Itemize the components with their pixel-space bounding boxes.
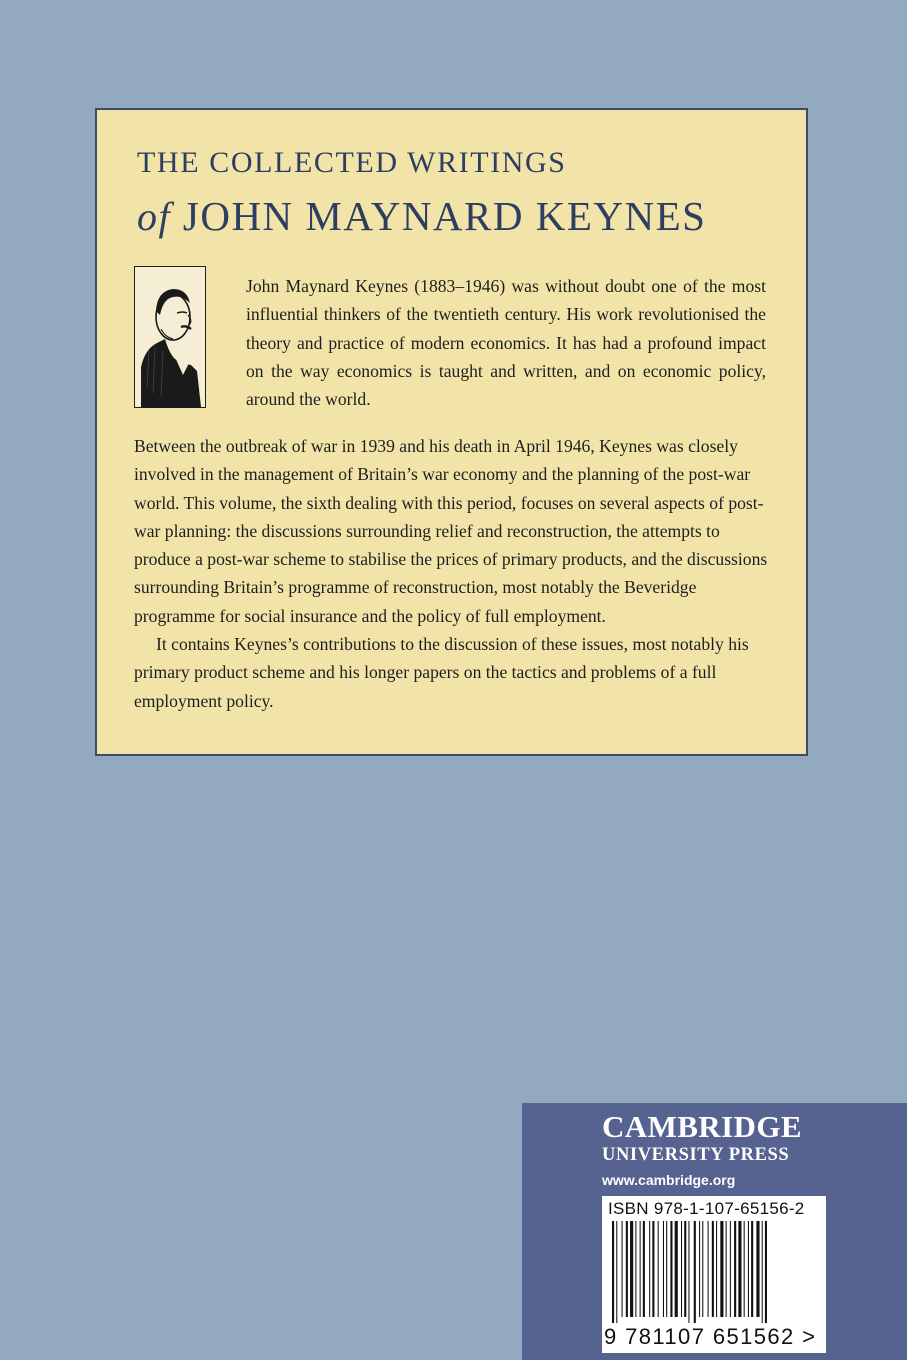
barcode-bar [649, 1221, 650, 1317]
barcode-bar [726, 1221, 727, 1317]
barcode-bar [694, 1221, 696, 1323]
author-portrait [134, 266, 206, 408]
barcode-bar [663, 1221, 664, 1317]
barcode-bar [738, 1221, 741, 1317]
barcode-bar [670, 1221, 672, 1317]
barcode-bar [712, 1221, 714, 1317]
portrait-drawing [135, 267, 205, 407]
barcode-bar [762, 1221, 763, 1323]
barcode-bar [684, 1221, 686, 1317]
barcode-bar [688, 1221, 689, 1323]
barcode-bar [751, 1221, 753, 1317]
barcode-bar [734, 1221, 736, 1317]
publisher-logo: CAMBRIDGE [602, 1109, 802, 1144]
barcode-bar [612, 1221, 614, 1323]
author-name: JOHN MAYNARD KEYNES [182, 193, 707, 239]
barcode-bar [616, 1221, 617, 1323]
barcode-bar [675, 1221, 678, 1317]
barcode-bar [666, 1221, 667, 1317]
barcode-label [602, 1196, 826, 1353]
barcode-image [608, 1221, 818, 1323]
barcode-bar [681, 1221, 682, 1317]
barcode-bar [720, 1221, 723, 1317]
barcode-bar [730, 1221, 731, 1317]
description-paragraph-2: It contains Keynes’s contributions to the discussion of these issues, most notably his primary product scheme and his longer papers on the tactics and problems of a full employment policy. [134, 634, 749, 711]
barcode-bar [643, 1221, 645, 1317]
barcode-bar [652, 1221, 654, 1317]
publisher-subtitle: UNIVERSITY PRESS [602, 1145, 790, 1165]
barcode-digits: 9 781107 651562 > [604, 1324, 817, 1349]
barcode-bar [630, 1221, 633, 1317]
publisher-box [522, 1103, 907, 1360]
description-paragraph-1: Between the outbreak of war in 1939 and his death in April 1946, Keynes was closely involved in the management of Britain’s war economy and the planning of the post-war world. This volume, the sixth dealing with this period, focuses on several aspects of post-war planning: the discussions surrounding relief and reconstruction, the attempts to produce a post-war scheme to stabilise the prices of primary products, and the discussions surrounding Britain’s programme of reconstruction, most notably the Beveridge programme for social insurance and the policy of full employment. [134, 436, 768, 626]
publisher-url[interactable]: www.cambridge.org [602, 1172, 736, 1188]
barcode-bar [699, 1221, 700, 1317]
barcode-bar [702, 1221, 703, 1317]
description-panel [95, 108, 808, 756]
barcode-bar [626, 1221, 628, 1317]
barcode-bar [765, 1221, 767, 1323]
barcode-bar [744, 1221, 745, 1317]
series-of: of [137, 194, 172, 239]
isbn-text: ISBN 978-1-107-65156-2 [608, 1199, 805, 1218]
barcode-bar [748, 1221, 749, 1317]
barcode-bar [716, 1221, 717, 1317]
barcode-bar [635, 1221, 636, 1317]
author-bio: John Maynard Keynes (1883–1946) was without doubt one of the most influential thinkers of the twentieth century. His work revolutionised the theory and practice of modern economics. It has had a profound impact on the way economics is taught and written, and on economic policy, around the world. [246, 276, 766, 410]
series-title: THE COLLECTED WRITINGS [137, 146, 567, 179]
barcode-bar [622, 1221, 623, 1317]
volume-description [134, 432, 774, 715]
barcode-bar [640, 1221, 641, 1317]
barcode-bar [756, 1221, 759, 1317]
barcode-bar [708, 1221, 709, 1317]
barcode-bar [658, 1221, 659, 1317]
series-subtitle [137, 192, 706, 240]
